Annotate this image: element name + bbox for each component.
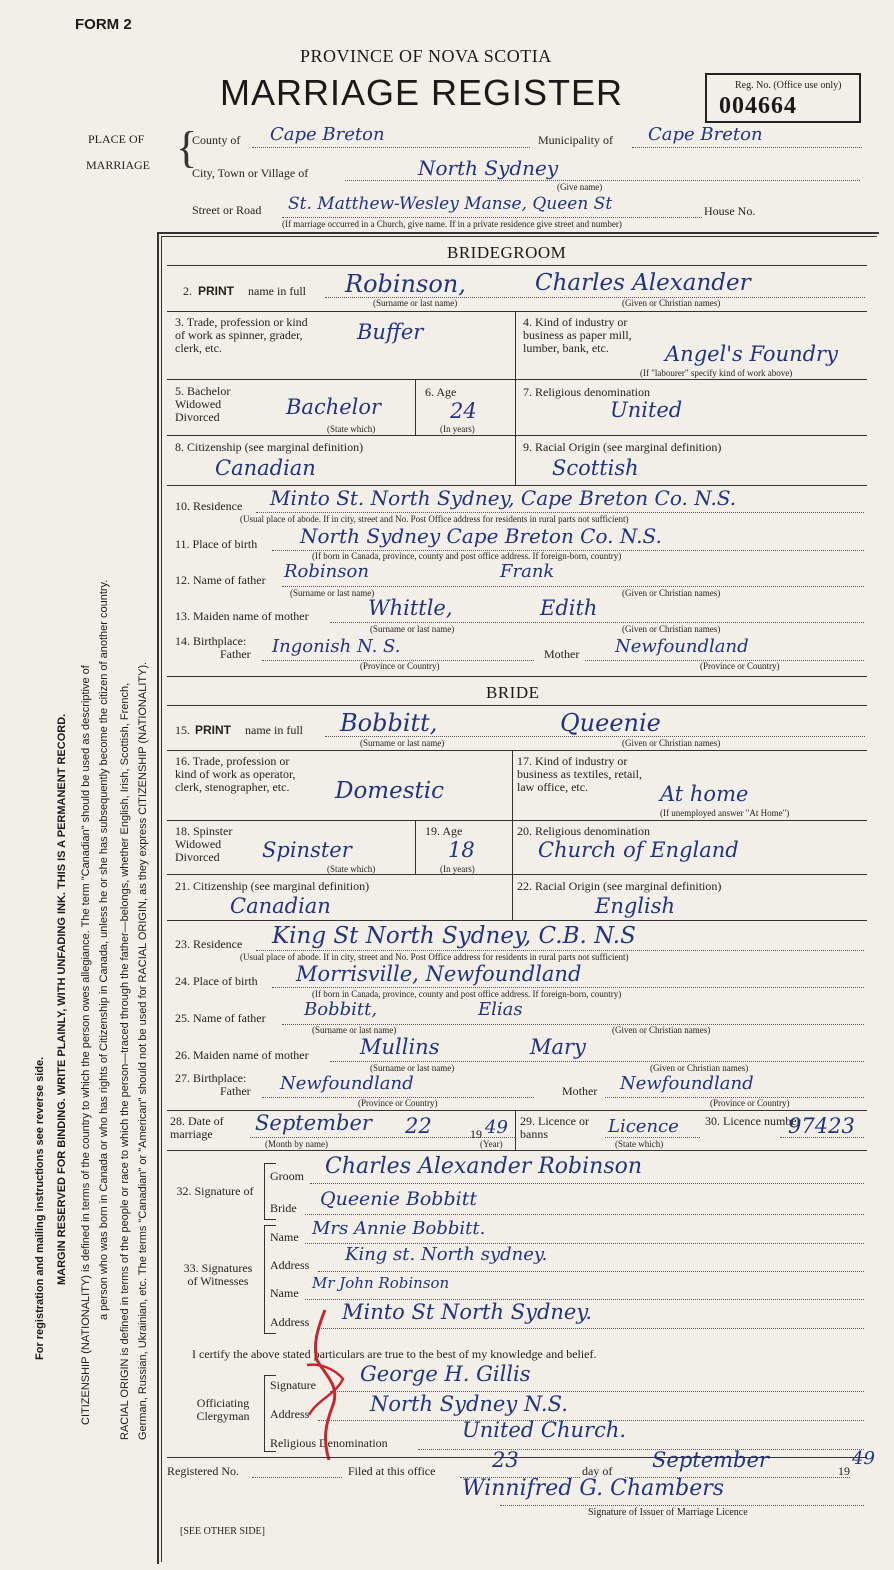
bride-mother-surname-caption: (Surname or last name)	[370, 1063, 455, 1073]
county-value: Cape Breton	[270, 124, 385, 145]
signature-label: 32. Signature of	[176, 1184, 254, 1198]
witness-label: 33. Signatures of Witnesses	[183, 1261, 253, 1288]
groom-birthplace-note: (If born in Canada, province, county and post office address. If foreign-born, country)	[312, 551, 622, 561]
bride-bp-mother-caption: (Province or Country)	[710, 1098, 790, 1108]
groom-religion-label: 7. Religious denomination	[523, 385, 650, 399]
groom-citizenship-label: 8. Citizenship (see marginal definition)	[175, 440, 364, 454]
groom-industry-value: Angel's Foundry	[665, 342, 838, 366]
see-other-side: [SEE OTHER SIDE]	[180, 1526, 265, 1537]
margin-line-3: CITIZENSHIP (NATIONALITY) is defined in terms of the country to which the person owes allegiance. The term "Canadian" should be used as descriptive of	[80, 665, 92, 1425]
bride-age-value: 18	[448, 838, 475, 862]
registered-no-label: Registered No.	[167, 1464, 239, 1478]
place-label-1: PLACE OF	[88, 132, 145, 146]
licence-state-which: (State which)	[615, 1139, 664, 1149]
bride-signature: Queenie Bobbitt	[320, 1188, 477, 1210]
clergy-denomination-label: Religious Denomination	[270, 1436, 388, 1450]
groom-in-years: (In years)	[440, 424, 475, 434]
municipality-value: Cape Breton	[648, 124, 763, 145]
certify-text: I certify the above stated particulars are true to the best of my knowledge and belief.	[192, 1347, 597, 1361]
bride-birthplace-label: 24. Place of birth	[175, 974, 258, 988]
groom-trade-value: Buffer	[357, 320, 424, 344]
marriage-year-prefix: 19	[470, 1127, 482, 1141]
groom-age-value: 24	[450, 399, 477, 423]
groom-bp-mother-value: Newfoundland	[615, 636, 749, 657]
groom-mother-given: Edith	[540, 596, 598, 620]
bride-industry-label: 17. Kind of industry or business as textiles, retail, law office, etc.	[517, 754, 642, 794]
groom-given: Charles Alexander	[535, 270, 751, 296]
bride-birthplace-parents-label: 27. Birthplace:	[175, 1071, 247, 1085]
groom-name-label-print: PRINT	[198, 284, 234, 298]
groom-residence-note: (Usual place of abode. If in city, street and No. Post Office address for residents in rural parts not sufficient)	[240, 514, 629, 524]
bride-mother-surname: Mullins	[360, 1035, 440, 1059]
municipality-label: Municipality of	[538, 133, 613, 147]
clergy-signature-label: Signature	[270, 1378, 316, 1392]
groom-given-caption: (Given or Christian names)	[622, 298, 721, 308]
groom-racial-value: Scottish	[552, 456, 639, 480]
street-note: (If marriage occurred in a Church, give name. If in a private residence give street and number)	[282, 219, 622, 229]
w1-address-value: King st. North sydney.	[345, 1244, 548, 1265]
groom-name-label: name in full	[248, 284, 306, 298]
groom-status-label: 5. Bachelor Widowed Divorced	[175, 384, 231, 424]
bride-racial-value: English	[595, 894, 676, 918]
bride-birthplace-note: (If born in Canada, province, county and post office address. If foreign-born, country)	[312, 989, 622, 999]
marriage-year-caption: (Year)	[480, 1139, 503, 1149]
bride-citizenship-label: 21. Citizenship (see marginal definition)	[175, 879, 370, 893]
w2-name-label: Name	[270, 1286, 299, 1300]
bride-name-label-num: 15.	[175, 723, 190, 737]
bride-sig-label: Bride	[270, 1201, 297, 1215]
marriage-month: September	[255, 1111, 372, 1135]
groom-surname: Robinson,	[345, 270, 466, 298]
margin-line-4: a person who was born in Canada or who has rights of Citizenship in Canada, unless he or she has subsequently become the citizen of another country.	[98, 579, 110, 1320]
groom-father-surname-caption: (Surname or last name)	[290, 588, 375, 598]
groom-birthplace-parents-label: 14. Birthplace:	[175, 634, 247, 648]
groom-industry-label: 4. Kind of industry or business as paper mill, lumber, bank, etc.	[523, 315, 632, 355]
county-label: County of	[192, 133, 241, 147]
bride-state-which: (State which)	[327, 864, 376, 874]
marriage-day: 22	[405, 1114, 432, 1138]
bride-industry-note: (If unemployed answer "At Home")	[660, 808, 790, 818]
bride-bp-father-value: Newfoundland	[280, 1073, 414, 1094]
w2-address-label: Address	[270, 1315, 310, 1329]
groom-name-label-num: 2.	[183, 284, 192, 298]
reg-no-label: Reg. No. (Office use only)	[735, 80, 842, 91]
groom-father-label: 12. Name of father	[175, 573, 266, 587]
bride-birthplace-value: Morrisville, Newfoundland	[296, 962, 582, 986]
w2-name-value: Mr John Robinson	[312, 1274, 450, 1292]
street-value: St. Matthew-Wesley Manse, Queen St	[288, 194, 613, 214]
bride-religion-label: 20. Religious denomination	[517, 824, 650, 838]
house-no-label: House No.	[704, 204, 756, 218]
groom-bp-father-value: Ingonish N. S.	[272, 636, 401, 657]
groom-industry-note: (If "labourer" specify kind of work above)	[640, 368, 793, 378]
groom-surname-caption: (Surname or last name)	[373, 298, 458, 308]
day-of-label: day of	[582, 1464, 613, 1478]
city-label: City, Town or Village of	[192, 166, 309, 180]
groom-residence-label: 10. Residence	[175, 499, 243, 513]
groom-mother-surname-caption: (Surname or last name)	[370, 624, 455, 634]
groom-mother-surname: Whittle,	[368, 596, 453, 620]
bride-in-years: (In years)	[440, 864, 475, 874]
licence-value: Licence	[608, 1116, 679, 1137]
groom-age-label: 6. Age	[425, 385, 457, 399]
groom-racial-label: 9. Racial Origin (see marginal definition)	[523, 440, 722, 454]
issuer-caption: Signature of Issuer of Marriage Licence	[588, 1507, 748, 1518]
bride-trade-label: 16. Trade, profession or kind of work as operator, clerk, stenographer, etc.	[175, 754, 296, 794]
groom-citizenship-value: Canadian	[215, 456, 316, 480]
groom-birthplace-value: North Sydney Cape Breton Co. N.S.	[300, 524, 662, 548]
bride-racial-label: 22. Racial Origin (see marginal definition)	[517, 879, 722, 893]
groom-bp-father-caption: (Province or Country)	[360, 661, 440, 671]
groom-father-given-caption: (Given or Christian names)	[622, 588, 721, 598]
street-label: Street or Road	[192, 203, 262, 217]
clergy-address-value: North Sydney N.S.	[370, 1392, 568, 1416]
groom-residence-value: Minto St. North Sydney, Cape Breton Co. N.S.	[270, 486, 737, 510]
bride-name-label: name in full	[245, 723, 303, 737]
groom-state-which: (State which)	[327, 424, 376, 434]
bride-industry-value: At home	[660, 782, 749, 806]
bride-father-label: 25. Name of father	[175, 1011, 266, 1025]
bride-bp-father-caption: (Province or Country)	[358, 1098, 438, 1108]
bride-bp-mother-value: Newfoundland	[620, 1073, 754, 1094]
groom-mother-label: 13. Maiden name of mother	[175, 609, 309, 623]
clergy-label: Officiating Clergyman	[196, 1396, 250, 1423]
licence-number-value: 97423	[788, 1114, 855, 1138]
groom-religion-value: United	[610, 398, 683, 422]
reg-no-box	[705, 73, 861, 123]
bride-residence-label: 23. Residence	[175, 937, 243, 951]
bride-given: Queenie	[560, 709, 661, 737]
clergy-denomination-value: United Church.	[462, 1418, 627, 1442]
w2-address-value: Minto St North Sydney.	[342, 1300, 593, 1324]
groom-birthplace-label: 11. Place of birth	[175, 537, 258, 551]
bride-father-given: Elias	[478, 999, 523, 1020]
filed-year-prefix: 19	[838, 1464, 850, 1478]
bride-religion-value: Church of England	[538, 838, 739, 862]
issuer-signature: Winnifred G. Chambers	[462, 1476, 725, 1501]
groom-bp-mother-label: Mother	[544, 647, 580, 661]
place-brace: {	[176, 123, 198, 172]
bride-heading: BRIDE	[486, 683, 540, 702]
margin-line-1: For registration and mailing instructions see reverse side.	[34, 1056, 46, 1360]
groom-bp-mother-caption: (Province or Country)	[700, 661, 780, 671]
w1-address-label: Address	[270, 1258, 310, 1272]
groom-father-surname: Robinson	[284, 561, 369, 582]
bride-age-label: 19. Age	[425, 824, 463, 838]
groom-father-given: Frank	[500, 561, 555, 582]
filed-year: 49	[852, 1448, 875, 1469]
filed-label: Filed at this office	[348, 1464, 436, 1478]
filed-month: September	[652, 1448, 769, 1472]
clergy-signature-value: George H. Gillis	[360, 1362, 531, 1386]
city-value: North Sydney	[418, 156, 559, 180]
bride-residence-value: King St North Sydney, C.B. N.S	[272, 923, 636, 949]
bride-father-surname-caption: (Surname or last name)	[312, 1025, 397, 1035]
reg-no-value: 004664	[719, 93, 797, 119]
bride-residence-note: (Usual place of abode. If in city, street and No. Post Office address for residents in rural parts not sufficient)	[240, 952, 629, 962]
bride-surname: Bobbitt,	[340, 709, 438, 737]
bride-citizenship-value: Canadian	[230, 894, 331, 918]
groom-signature: Charles Alexander Robinson	[325, 1154, 643, 1179]
w1-name-label: Name	[270, 1230, 299, 1244]
margin-line-2: MARGIN RESERVED FOR BINDING. WRITE PLAINLY, WITH UNFADING INK. THIS IS A PERMANENT RECORD.	[56, 713, 68, 1285]
margin-line-6: German, Russian, Ukrainian, etc. The terms "Canadian" or "American" should not be used for RACIAL ORIGIN, as they express CITIZENSHIP (NATIONALITY).	[137, 661, 149, 1440]
bride-bp-father-label: Father	[220, 1084, 251, 1098]
bride-name-label-print: PRINT	[195, 723, 231, 737]
province-title: PROVINCE OF NOVA SCOTIA	[300, 46, 552, 66]
groom-status-value: Bachelor	[286, 395, 382, 419]
bride-status-value: Spinster	[262, 838, 352, 862]
clergy-address-label: Address	[270, 1407, 310, 1421]
bride-father-given-caption: (Given or Christian names)	[612, 1025, 711, 1035]
margin-line-5: RACIAL ORIGIN is defined in terms of the people or race to which the person—traced through the father—belongs, whether English, Irish, Scottish, French,	[119, 682, 131, 1440]
marriage-year: 49	[485, 1117, 508, 1138]
red-check-mark	[295, 1305, 355, 1465]
groom-mother-given-caption: (Given or Christian names)	[622, 624, 721, 634]
bride-given-caption: (Given or Christian names)	[622, 738, 721, 748]
licence-label: 29. Licence or banns	[520, 1114, 589, 1141]
place-label-2: MARRIAGE	[86, 158, 151, 172]
bride-father-surname: Bobbitt,	[304, 999, 378, 1020]
bride-bp-mother-label: Mother	[562, 1084, 598, 1098]
bride-trade-value: Domestic	[335, 778, 444, 804]
bride-mother-given-caption: (Given or Christian names)	[650, 1063, 749, 1073]
bride-mother-given: Mary	[530, 1035, 586, 1059]
bridegroom-heading: BRIDEGROOM	[447, 243, 567, 262]
bride-status-label: 18. Spinster Widowed Divorced	[175, 824, 233, 864]
give-name-caption: (Give name)	[557, 182, 603, 192]
page-title: MARRIAGE REGISTER	[220, 72, 624, 113]
groom-trade-label: 3. Trade, profession or kind of work as spinner, grader, clerk, etc.	[175, 315, 308, 355]
groom-sig-label: Groom	[270, 1169, 304, 1183]
bride-surname-caption: (Surname or last name)	[360, 738, 445, 748]
form-number: FORM 2	[75, 16, 132, 33]
filed-day: 23	[492, 1448, 519, 1472]
bride-mother-label: 26. Maiden name of mother	[175, 1048, 309, 1062]
groom-bp-father-label: Father	[220, 647, 251, 661]
marriage-date-label: 28. Date of marriage	[170, 1114, 224, 1141]
w1-name-value: Mrs Annie Bobbitt.	[312, 1218, 486, 1239]
marriage-month-caption: (Month by name)	[265, 1139, 328, 1149]
licence-number-label: 30. Licence number	[705, 1114, 801, 1128]
